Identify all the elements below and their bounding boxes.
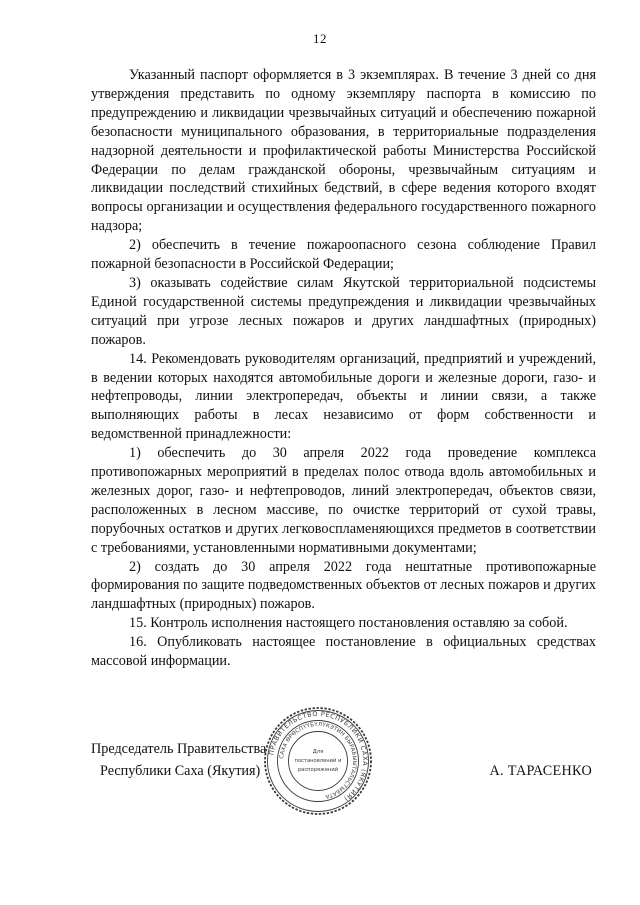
- signatory-name: А. ТАРАСЕНКО: [489, 763, 592, 779]
- paragraph-14-item-1: 1) обеспечить до 30 апреля 2022 года проведение комплекса противопожарных мероприятий в пределах полос отвода вдоль автомобильных и железных дорог, газо- и нефтепроводов, линий электропередач, объектов связи, расположенных в лесном массиве, по очистке территорий от сухой травы, порубочных остатков и других легковоспламеняющихся предметов в соответствии с требованиями, установленными нормативными документами;: [91, 445, 596, 556]
- seal-center-line2: постановлений и: [294, 758, 342, 764]
- seal-outer-text: ПРАВИТЕЛЬСТВО РЕСПУБЛИКИ САХА (ЯКУТИЯ): [267, 709, 370, 804]
- seal-inner-text: САХА ӨРӨСПҮҮБҮЛҮКЭТИН БЫРАБЫЫТАЛЬСТЫБАТА: [279, 721, 358, 800]
- signatory-title-line1: Председатель Правительства: [91, 741, 267, 757]
- paragraph-15-control: 15. Контроль исполнения настоящего постановления оставляю за собой.: [129, 615, 568, 632]
- paragraph-item-3-assistance: 3) оказывать содействие силам Якутской территориальной подсистемы Единой государственной системы предупреждения и ликвидации чрезвычайных ситуаций при угрозе лесных пожаров и других ландшафтных (природных) пожаров.: [91, 274, 596, 348]
- document-body: [91, 66, 596, 671]
- seal-icon: [262, 705, 374, 817]
- paragraph-16-publish: 16. Опубликовать настоящее постановление в официальных средствах массовой информации.: [91, 634, 596, 670]
- page-number: 12: [313, 31, 327, 46]
- signatory-title-line2: Республики Саха (Якутия): [100, 763, 261, 779]
- official-seal-stamp: [262, 705, 374, 817]
- paragraph-14-recommend: 14. Рекомендовать руководителям организаций, предприятий и учреждений, в ведении которых находятся автомобильные дороги и железные дороги, газо- и нефтепроводы, линии электропередач, объекты и линии связи, а также выполняющих работы в лесах независимо от форм собственности и ведомственной принадлежности:: [91, 350, 596, 443]
- paragraph-passport: Указанный паспорт оформляется в 3 экземплярах. В течение 3 дней со дня утверждения представить по одному экземпляру паспорта в комиссию по предупреждению и ликвидации чрезвычайных ситуаций и обеспечению пожарной безопасности муниципального образования, в территориальные подразделения надзорной деятельности и профилактической работы Министерства Российской Федерации по делам гражданской обороны, чрезвычайным ситуациям и ликвидации последствий стихийных бедствий, в сфере ведения которого входят вопросы организации и осуществления федерального государственного пожарного надзора;: [91, 67, 596, 235]
- paragraph-14-item-2: 2) создать до 30 апреля 2022 года нештатные противопожарные формирования по защите подведомственных объектов от лесных пожаров и других ландшафтных (природных) пожаров.: [91, 558, 596, 613]
- seal-center-line1: Для: [312, 749, 324, 755]
- seal-center-line3: распоряжений: [297, 767, 339, 773]
- paragraph-item-2-fire-rules: 2) обеспечить в течение пожароопасного сезона соблюдение Правил пожарной безопасности в Российской Федерации;: [91, 237, 596, 273]
